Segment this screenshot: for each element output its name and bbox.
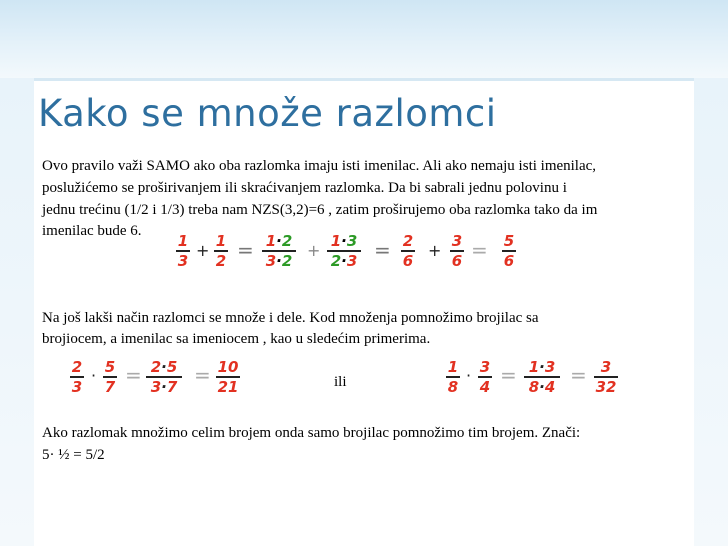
fraction: 3 32 bbox=[595, 358, 617, 396]
left-margin-band bbox=[0, 78, 34, 546]
fraction: 1·3 2·3 bbox=[327, 233, 361, 269]
fraction: 5 7 bbox=[104, 358, 116, 396]
fraction: 3 6 bbox=[451, 232, 463, 270]
fraction: 2·5 3·7 bbox=[146, 359, 182, 395]
paragraph-line: 5· ½ = 5/2 bbox=[42, 447, 105, 463]
fraction: 1·2 3·2 bbox=[262, 233, 296, 269]
equals-sign: = bbox=[237, 238, 254, 262]
equals-sign: = bbox=[570, 363, 587, 387]
equals-sign: = bbox=[194, 363, 211, 387]
paragraph-line: Ako razlomak množimo celim brojem onda samo brojilac pomnožimo tim brojem. Znači: bbox=[42, 425, 581, 441]
paragraph-line: Na još lakši način razlomci se množe i dele. Kod množenja pomnožimo brojilac sa bbox=[42, 310, 539, 326]
fraction: 2 3 bbox=[71, 358, 83, 396]
equals-sign: = bbox=[374, 238, 391, 262]
plus-sign: + bbox=[196, 241, 210, 260]
header-band bbox=[0, 0, 728, 78]
fraction: 1 3 bbox=[177, 232, 189, 270]
equals-sign: = bbox=[125, 363, 142, 387]
or-label: ili bbox=[334, 374, 347, 390]
plus-sign: + bbox=[428, 241, 442, 260]
right-margin-band bbox=[694, 78, 728, 546]
fraction: 3 4 bbox=[479, 358, 491, 396]
paragraph-line: jednu trećinu (1/2 i 1/3) treba nam NZS(3,2)=6 , zatim proširujemo oba razlomka tako da im bbox=[42, 202, 598, 218]
fraction: 5 6 bbox=[503, 232, 515, 270]
paragraph-line: Ovo pravilo važi SAMO ako oba razlomka imaju isti imenilac. Ali ako nemaju isti imenilac, bbox=[42, 158, 597, 174]
plus-sign: + bbox=[307, 241, 321, 260]
multiply-sign: · bbox=[466, 366, 472, 385]
equals-sign: = bbox=[471, 238, 488, 262]
fraction: 10 21 bbox=[217, 358, 239, 396]
equals-sign: = bbox=[500, 363, 517, 387]
fraction: 1 2 bbox=[215, 232, 227, 270]
multiply-sign: · bbox=[91, 366, 97, 385]
slide-title: Kako se množe razlomci bbox=[38, 92, 497, 135]
paragraph-line: poslužićemo se proširivanjem ili skraćivanjem razlomka. Da bi sabrali jednu polovinu i bbox=[42, 180, 567, 196]
fraction: 1·3 8·4 bbox=[524, 359, 560, 395]
header-divider bbox=[0, 78, 728, 81]
paragraph-line: imenilac bude 6. bbox=[42, 223, 142, 239]
fraction: 2 6 bbox=[402, 232, 414, 270]
paragraph-line: brojiocem, a imenilac sa imeniocem , kao u sledećim primerima. bbox=[42, 331, 431, 347]
fraction: 1 8 bbox=[447, 358, 459, 396]
